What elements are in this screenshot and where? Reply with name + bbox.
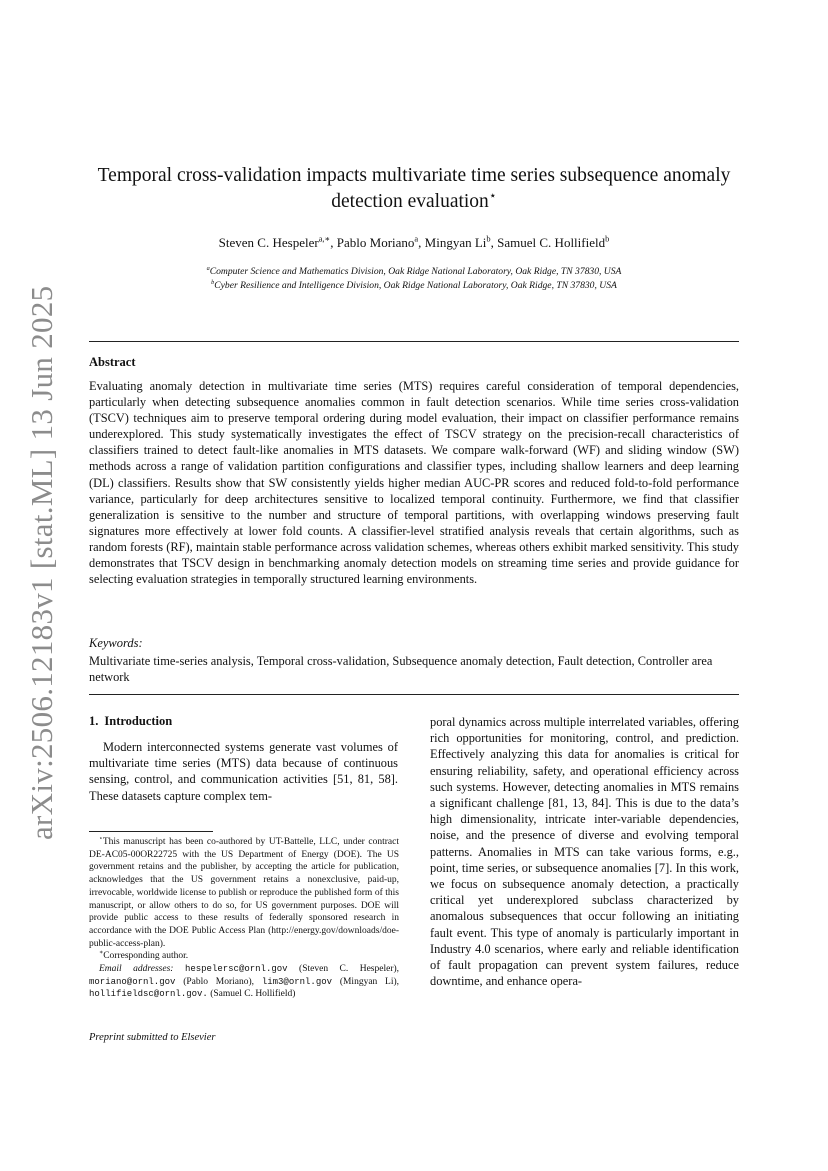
section-title: Introduction: [104, 714, 173, 728]
abstract-heading: Abstract: [89, 355, 136, 369]
left-column: [89, 714, 398, 804]
intro-paragraph-right: poral dynamics across multiple interrelated variables, offering rich opportunities for monitoring, control, and prediction. Effectively analyzing this data for anomalies is critical for ensuring reliability, safety, and operational efficiency across such systems. However, detecting anomalies in MTS remains a significant challenge [81, 13, 84]. This is due to the data’s high dimensionality, intricate inter-variable dependencies, noise, and the presence of diverse and evolving temporal patterns. Anomalies in MTS can take various forms, e.g., point, time series, or subsequence anomalies [7]. In this work, we focus on subsequence anomaly detection, a practically critical yet underexplored subclass characterized by anomalous subsequences that occur following an initiating fault event. This type of anomaly is particularly important in Industry 4.0 scenarios, where early and reliable identification of fault propagation can prevent system failures, reduce downtime, and enhance opera-: [430, 715, 739, 989]
section-number: 1.: [89, 714, 99, 728]
affiliation: [80, 265, 748, 279]
affiliation: [80, 279, 748, 293]
author-list: Steven C. Hespeler$^{a,∗}$, Pablo Moriano$^a$, Mingyan Li$^b$, Samuel C. Hollifield$^b$: [218, 233, 610, 250]
author-name: Steven C. Hespeler: [218, 235, 319, 250]
keywords-heading: Keywords:: [89, 636, 143, 650]
email-link[interactable]: moriano@ornl.gov: [89, 976, 176, 987]
author-name: Pablo Moriano: [336, 235, 415, 250]
footnote-rule: [89, 831, 213, 832]
keywords-text: Multivariate time-series analysis, Temporal cross-validation, Subsequence anomaly detection, Fault detection, Controller area network: [89, 654, 713, 685]
author-name: Mingyan Li: [424, 235, 487, 250]
footnote-mark: ⋆: [99, 835, 103, 842]
preprint-note: Preprint submitted to Elsevier: [89, 1032, 216, 1043]
paper-title: [80, 163, 748, 215]
funding-footnote: [89, 836, 399, 950]
affiliation-text: Cyber Resilience and Intelligence Division, Oak Ridge National Laboratory, Oak Ridge, TN 37830, USA: [214, 280, 617, 291]
title-footnote-mark: ⋆: [488, 188, 497, 203]
email-owner: (Samuel C. Hollifield): [210, 989, 296, 1000]
email-link[interactable]: hespelersc@ornl.gov: [184, 964, 288, 975]
arxiv-identifier: arXiv:2506.12183v1 [stat.ML] 13 Jun 2025: [24, 285, 59, 840]
intro-paragraph-left: Modern interconnected systems generate vast volumes of multivariate time series (MTS) data because of continuous sensing, control, and communication activities [51, 81, 58]. These datasets capture complex tem-: [89, 740, 398, 803]
corresponding-footnote-text: Corresponding author.: [103, 951, 189, 962]
email-owner: (Mingyan Li),: [339, 976, 400, 987]
abstract-bottom-rule: [89, 694, 739, 695]
author-affiliation-mark: a,∗: [318, 233, 331, 244]
author-name: Samuel C. Hollifield: [497, 235, 606, 250]
affiliation-mark: b: [211, 278, 215, 286]
author-affiliation-mark: a: [414, 233, 419, 244]
affiliation-text: Computer Science and Mathematics Division, Oak Ridge National Laboratory, Oak Ridge, TN 37830, USA: [209, 266, 622, 277]
author-affiliation-mark: b: [605, 233, 610, 244]
footnote-mark: ∗: [99, 950, 104, 957]
funding-footnote-text: This manuscript has been co-authored by UT-Battelle, LLC, under contract DE-AC05-00OR22725 with the US Department of Energy (DOE). The US government retains and the publisher, by accepting the article for publication, acknowledges that the US government retains a nonexclusive, paid-up, irrevocable, worldwide license to publish or reproduce the published form of this manuscript, or allow others to do so, for US government purposes. DOE will provide public access to these results of federally sponsored research in accordance with the DOE Public Access Plan (http://energy.gov/downloads/doe-public-access-plan).: [89, 837, 399, 949]
footnotes: [89, 836, 399, 1001]
email-link[interactable]: hollifieldsc@ornl.gov.: [89, 989, 208, 1000]
abstract-text: Evaluating anomaly detection in multivariate time series (MTS) requires careful consideration of temporal dependencies, particularly when detecting subsequence anomalies common in fault detection scenarios. While time series cross-validation (TSCV) techniques aim to preserve temporal ordering during model evaluation, their impact on classifier performance remains underexplored. This study systematically investigates the effect of TSCV strategy on the precision-recall characteristics of classifiers trained to detect fault-like anomalies in MTS datasets. We compare walk-forward (WF) and sliding window (SW) methods across a range of validation partition configurations and classifier types, including shallow learners and deep learning (DL) classifiers. Results show that SW consistently yields higher median AUC-PR scores and reduced fold-to-fold performance variance, particularly for deep architectures sensitive to localized temporal continuity. Furthermore, we find that classifier generalization is sensitive to the number and structure of temporal partitions, with overlapping windows preserving fault signatures more effectively at lower fold counts. A classifier-level stratified analysis reveals that certain algorithms, such as random forests (RF), maintain stable performance across validation schemes, whereas others exhibit marked sensitivity. This study demonstrates that TSCV design in benchmarking anomaly detection models on streaming time series and provide guidance for selecting evaluation strategies in temporally structured learning environments.: [89, 379, 739, 587]
affiliation-list: [80, 265, 748, 293]
title-text: Temporal cross-validation impacts multivariate time series subsequence anomaly detection evaluation: [97, 165, 731, 212]
abstract-top-rule: [89, 341, 739, 342]
email-label: Email addresses:: [99, 964, 174, 975]
author-affiliation-mark: b: [486, 233, 491, 244]
email-owner: (Steven C. Hespeler),: [299, 964, 400, 975]
email-link[interactable]: lim3@ornl.gov: [261, 976, 333, 987]
corresponding-footnote: [89, 950, 399, 963]
affiliation-mark: a: [206, 264, 210, 272]
email-owner: (Pablo Moriano),: [183, 976, 255, 987]
email-footnote: [89, 963, 399, 1001]
section-heading: [89, 714, 398, 729]
